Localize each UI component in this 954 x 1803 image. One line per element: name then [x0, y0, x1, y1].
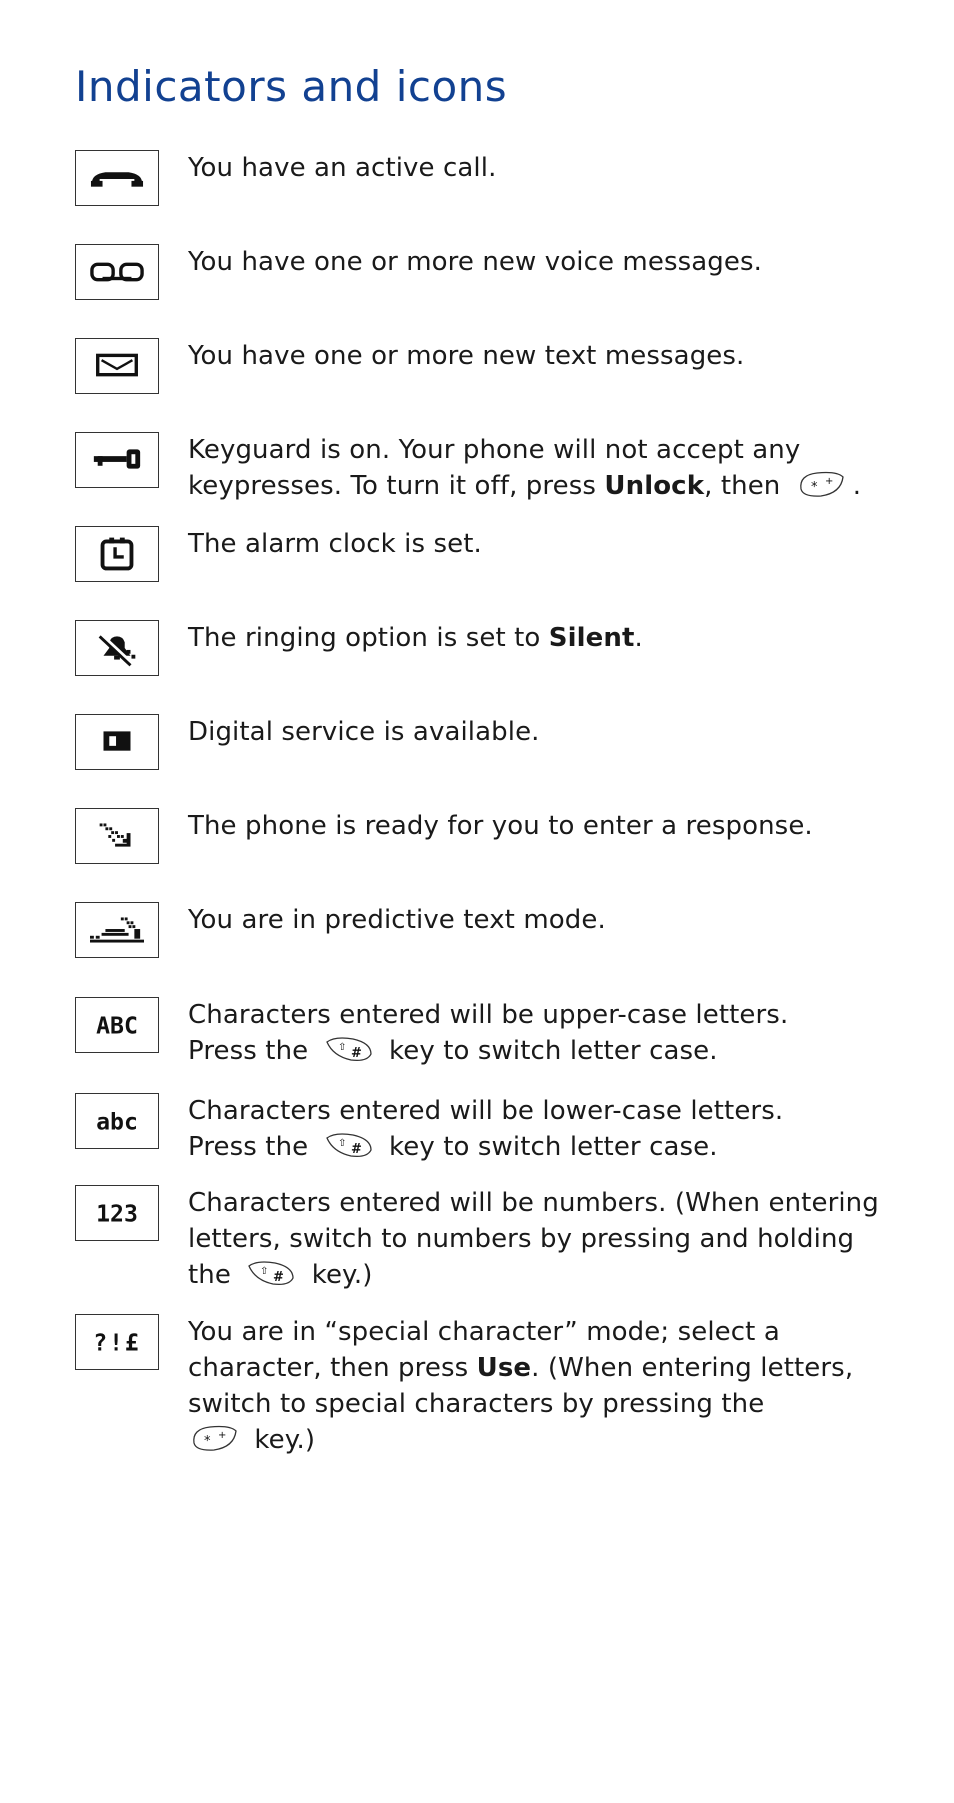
- star-key-icon: [795, 469, 847, 499]
- numbers-icon: [75, 1185, 159, 1241]
- lowercase-icon: [75, 1093, 159, 1149]
- active-call-icon: [75, 150, 159, 206]
- indicator-description: The alarm clock is set.: [188, 529, 482, 559]
- svg-text:123: 123: [96, 1201, 138, 1228]
- svg-text:#: #: [350, 1045, 362, 1061]
- page-title: Indicators and icons: [75, 62, 508, 111]
- silent-icon: [75, 620, 159, 676]
- svg-text:#: #: [350, 1141, 362, 1157]
- response-icon: [75, 808, 159, 864]
- alarm-clock-icon: [75, 526, 159, 582]
- predictive-text-icon: [75, 902, 159, 958]
- keyguard-icon: [75, 432, 159, 488]
- uppercase-icon: [75, 997, 159, 1053]
- text-message-icon: [75, 338, 159, 394]
- hash-key-icon: [323, 1130, 375, 1160]
- svg-text:*: *: [204, 1433, 211, 1449]
- svg-text:ABC: ABC: [96, 1013, 138, 1040]
- hash-key-icon: [323, 1034, 375, 1064]
- indicator-description: Keyguard is on. Your phone will not accept any keypresses. To turn it off, press Unlock, then * + .: [188, 435, 862, 501]
- svg-text:?!£: ?!£: [93, 1330, 141, 1357]
- indicator-description: The phone is ready for you to enter a response.: [188, 811, 813, 841]
- svg-text:+: +: [218, 1429, 227, 1441]
- svg-text:⇧: ⇧: [337, 1041, 347, 1053]
- special-character-icon: [75, 1314, 159, 1370]
- indicator-description: Characters entered will be upper-case letters. Press the ⇧ # key to switch letter case.: [188, 1000, 789, 1066]
- svg-text:+: +: [824, 475, 834, 487]
- star-key-icon: [188, 1423, 240, 1453]
- indicator-description: You have one or more new text messages.: [188, 341, 745, 371]
- indicator-description: Characters entered will be lower-case letters. Press the ⇧ # key to switch letter case.: [188, 1096, 784, 1162]
- svg-text:#: #: [273, 1269, 285, 1285]
- digital-service-icon: [75, 714, 159, 770]
- indicator-description: You are in predictive text mode.: [188, 905, 606, 935]
- svg-text:⇧: ⇧: [337, 1137, 347, 1149]
- indicator-description: You are in “special character” mode; select a character, then press Use. (When entering letters, switch to special characters by pressing the * + key.): [188, 1317, 854, 1455]
- indicator-description: You have an active call.: [188, 153, 497, 183]
- svg-text:abc: abc: [96, 1109, 138, 1136]
- svg-text:⇧: ⇧: [260, 1265, 269, 1277]
- indicator-description: You have one or more new voice messages.: [188, 247, 762, 277]
- svg-text:*: *: [810, 479, 818, 495]
- voice-message-icon: [75, 244, 159, 300]
- indicator-description: Digital service is available.: [188, 717, 540, 747]
- hash-key-icon: [245, 1258, 297, 1288]
- indicator-description: The ringing option is set to Silent.: [188, 623, 643, 653]
- indicator-description: Characters entered will be numbers. (When entering letters, switch to numbers by pressing and holding the ⇧ # key.): [188, 1188, 879, 1290]
